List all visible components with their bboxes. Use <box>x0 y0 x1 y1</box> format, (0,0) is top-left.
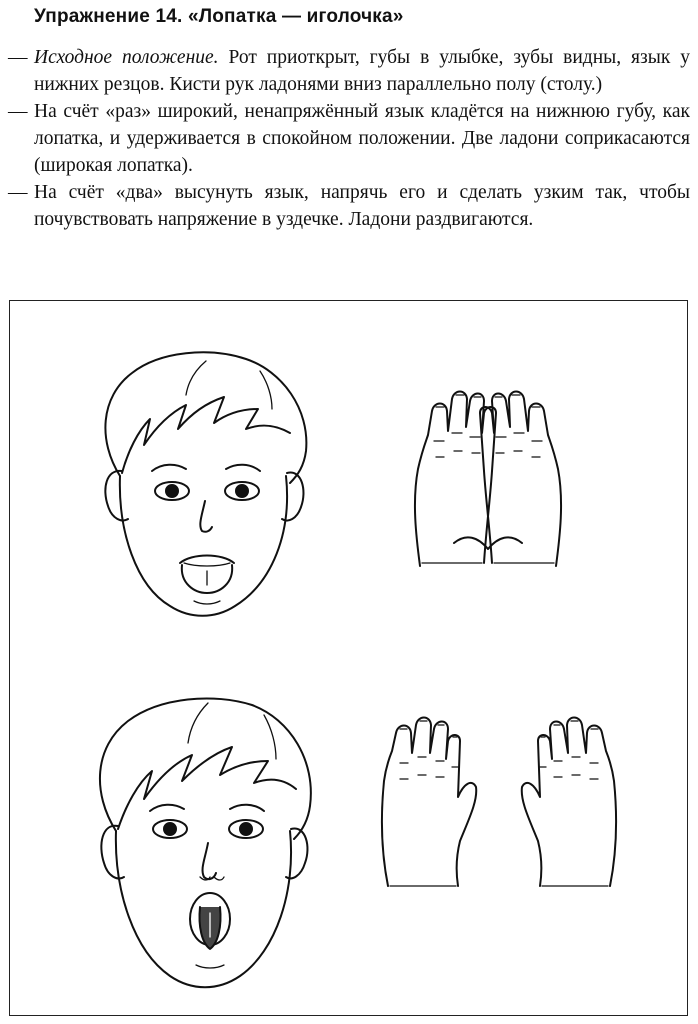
face-broad-tongue-illustration <box>105 352 306 615</box>
chin-line <box>194 601 220 604</box>
chin-line <box>196 965 224 968</box>
knuckle-creases <box>400 775 598 779</box>
nose <box>203 843 216 879</box>
item-text: Рот приоткрыт, губы в улыбке, зубы видны, язык у нижних резцов. Кисти рук ладонями вниз параллельно полу (столу.) <box>34 47 690 95</box>
face-outline <box>120 476 287 616</box>
exercise-title: Упражнение 14. «Лопатка — иголочка» <box>34 6 404 27</box>
item-dash: — <box>8 47 28 68</box>
mouth-upper-lip <box>180 556 234 564</box>
instruction-item-two <box>8 179 690 233</box>
eyebrow-left <box>150 805 184 811</box>
eyebrow-left <box>152 465 186 471</box>
hair-outline <box>105 352 306 483</box>
hair-fringe <box>118 747 296 829</box>
exercise-instructions <box>8 44 690 233</box>
hair-strand <box>186 361 206 395</box>
instruction-item-start <box>8 44 690 98</box>
hair-outline <box>100 698 311 839</box>
hands-apart-illustration <box>382 718 616 887</box>
left-hand-outline <box>382 718 476 887</box>
instruction-item-one <box>8 98 690 179</box>
hair-fringe <box>122 397 290 473</box>
hair-strand <box>188 703 208 743</box>
hair-strand <box>264 715 276 759</box>
knuckle-creases <box>434 433 542 441</box>
ear-left <box>101 826 124 879</box>
item-dash: — <box>8 182 28 203</box>
item-lead-italic: Исходное положение. <box>34 47 219 68</box>
pupil-right <box>236 485 248 497</box>
mouth-teeth <box>184 563 230 566</box>
hands-together-illustration <box>415 392 561 567</box>
ear-left <box>105 471 128 521</box>
hair-strand <box>260 371 272 409</box>
knuckle-creases <box>400 757 458 767</box>
pupil-left <box>166 485 178 497</box>
knuckle-creases <box>540 757 598 767</box>
item-text: На счёт «два» высунуть язык, напрячь его и сделать узким так, чтобы почувствовать напряжение в уздечке. Ладони раздвигаются. <box>34 182 690 230</box>
item-dash: — <box>8 101 28 122</box>
right-hand-outline <box>522 718 616 887</box>
face-narrow-tongue-illustration <box>100 698 311 987</box>
knuckle-creases <box>436 451 540 457</box>
thumbs <box>454 537 522 549</box>
item-text: На счёт «раз» широкий, ненапряжённый язык кладётся на нижнюю губу, как лопатка, и удерживается в спокойном положении. Две ладони соприкасаются (широкая лопатка). <box>34 101 690 176</box>
eyebrow-right <box>230 805 264 811</box>
eyebrow-right <box>226 465 260 471</box>
pupil-right <box>240 823 252 835</box>
illustration-frame <box>9 300 688 1016</box>
illustration-svg <box>10 301 686 1014</box>
nose <box>200 501 212 532</box>
pupil-left <box>164 823 176 835</box>
